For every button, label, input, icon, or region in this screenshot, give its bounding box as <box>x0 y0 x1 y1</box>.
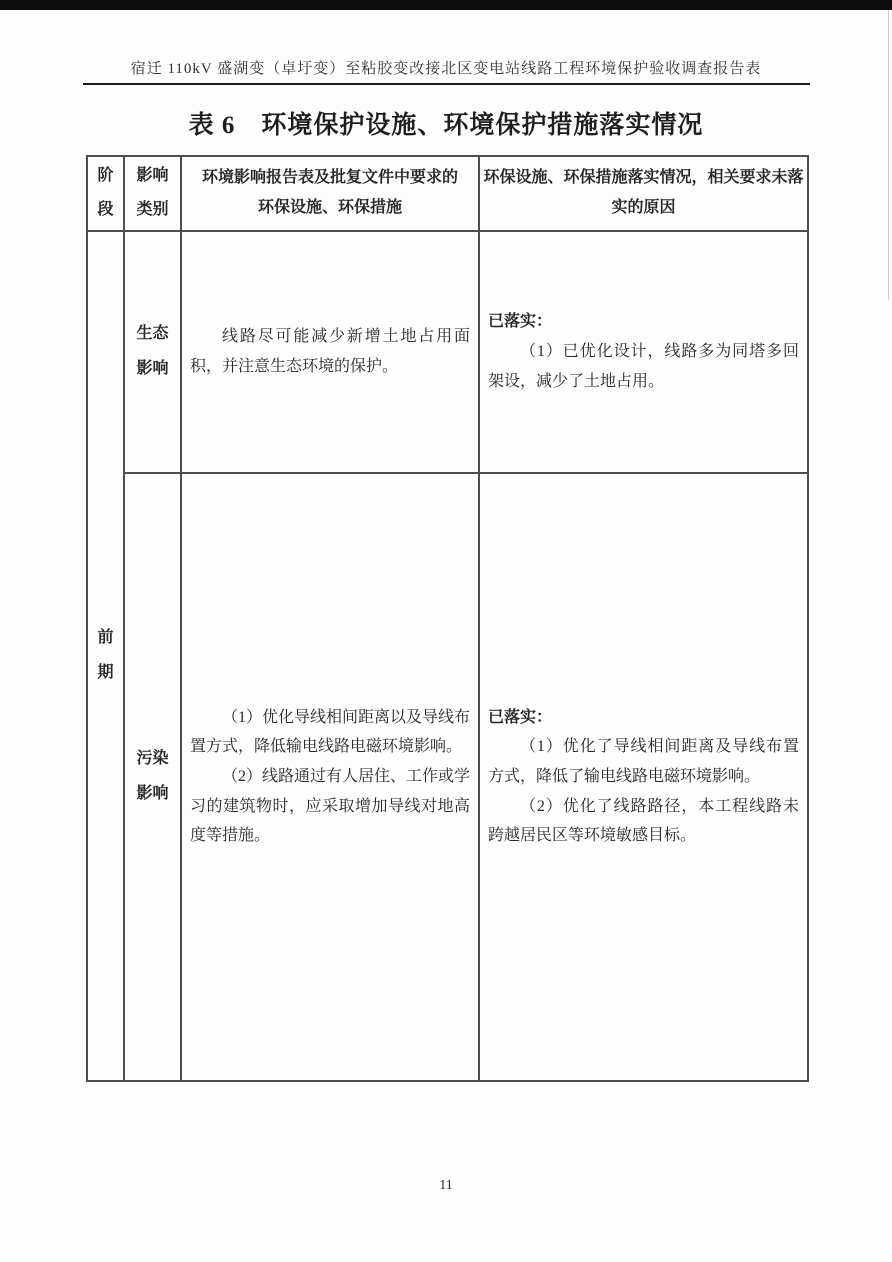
required-measures-cell-pollution <box>181 473 479 1081</box>
category-cell-ecological <box>124 231 181 473</box>
category-label-ecological: 生态影响 <box>136 325 169 377</box>
measure-paragraph: 线路尽可能减少新增土地占用面积，并注意生态环境的保护。 <box>190 328 470 375</box>
measure-paragraph: （1）优化导线相间距离以及导线布置方式，降低输电线路电磁环境影响。 <box>190 708 471 756</box>
col-header-required-measures <box>181 156 479 231</box>
header-underline <box>83 83 810 85</box>
running-header-text: 宿迁 110kV 盛湖变（卓圩变）至粘胶变改接北区变电站线路工程环境保护验收调查报告表 <box>130 61 762 77</box>
table-row-ecological-impact <box>87 231 808 473</box>
col-header-implementation-line-2: 实的原因 <box>611 199 676 217</box>
status-item: （2）优化了线路路径，本工程线路未跨越居民区等环境敏感目标。 <box>488 797 799 845</box>
implementation-cell-ecological <box>479 231 808 473</box>
category-label-pollution: 污染影响 <box>136 750 169 802</box>
table-row-pollution-impact <box>87 473 808 1081</box>
required-measures-cell-ecological <box>181 231 479 473</box>
col-header-stage <box>87 156 124 231</box>
col-header-category <box>124 156 181 231</box>
implementation-cell-pollution <box>479 473 808 1081</box>
table-title: 表 6 环境保护设施、环境保护措施落实情况 <box>188 112 704 139</box>
env-measures-table <box>86 155 809 1082</box>
col-header-required-line-2: 环保设施、环保措施 <box>257 199 402 217</box>
status-label: 已落实： <box>488 708 553 726</box>
scan-artifact-top-bar <box>0 0 892 10</box>
scan-artifact-right-edge <box>888 10 889 300</box>
stage-cell <box>87 231 124 1081</box>
col-header-required-line-1: 环境影响报告表及批复文件中要求的 <box>201 169 458 186</box>
table-header-row <box>87 156 808 231</box>
col-header-implementation <box>479 156 808 231</box>
measure-paragraph: （2）线路通过有人居住、工作或学习的建筑物时，应采取增加导线对地高度等措施。 <box>190 767 471 845</box>
status-item: （1）优化了导线相间距离及导线布置方式，降低了输电线路电磁环境影响。 <box>488 738 799 785</box>
col-header-implementation-line-1: 环保设施、环保措施落实情况，相关要求未落 <box>483 169 804 186</box>
page-number: 11 <box>439 1178 453 1193</box>
status-item: （1）已优化设计，线路多为同塔多回架设，减少了土地占用。 <box>488 342 799 390</box>
status-label: 已落实： <box>488 313 553 331</box>
stage-label: 前期 <box>97 629 114 681</box>
col-header-stage-label: 阶段 <box>97 167 114 219</box>
category-cell-pollution <box>124 473 181 1081</box>
col-header-category-label: 影响类别 <box>136 167 169 219</box>
